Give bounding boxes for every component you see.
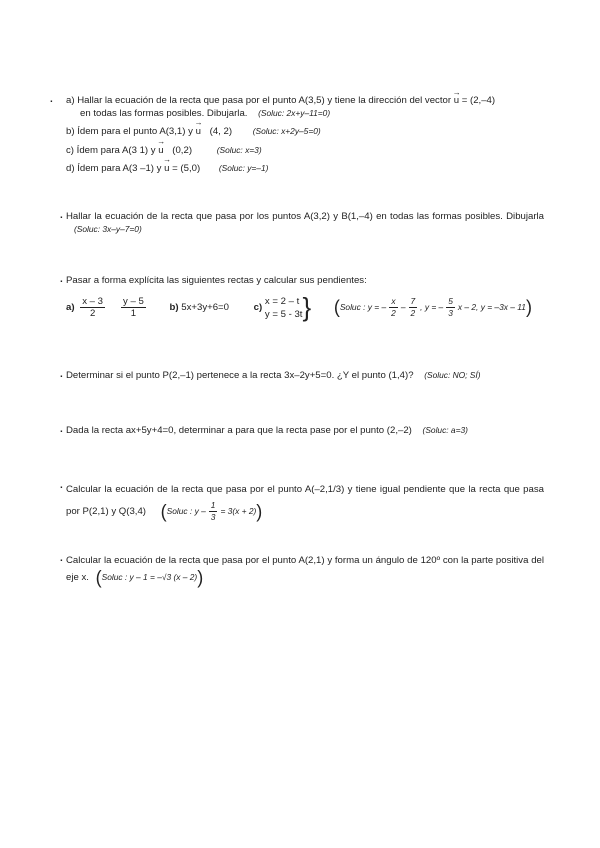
problem-text: Calcular la ecuación de la recta que pasa por el punto A(–2,1/3) y tiene igual pendiente que la recta que pasa por P(2,1) y Q(3,4) — [66, 484, 544, 518]
bullet: . — [50, 94, 53, 105]
problem-2 — [66, 210, 544, 236]
problem-1b — [66, 126, 321, 137]
bullet: . — [60, 210, 63, 221]
problem-text: Calcular la ecuación de la recta que pasa por el punto A(2,1) y forma un ángulo de 120º con la parte positiva del eje x. — [66, 555, 544, 583]
vector-u: → u — [454, 94, 459, 107]
item-label: a) — [66, 95, 75, 106]
param-line-1: x = 2 – t — [264, 295, 300, 307]
solution-3: (Soluc : y = – $\frac{x}{2}$ – $\frac{7}{2}$ , y = – $\frac{5}{3}$ x – 2, y = –3x – 11) — [333, 296, 532, 318]
equation: 5x+3y+6=0 — [181, 302, 229, 314]
numerator: x — [389, 296, 398, 308]
problem-5 — [66, 424, 554, 437]
numerator: x – 3 — [82, 296, 104, 307]
denominator: 2 — [89, 308, 96, 319]
item-label: c) — [253, 302, 263, 314]
problem-text: en todas las formas posibles. Dibujarla. — [80, 108, 248, 119]
vector-value: (0,2) — [172, 145, 193, 156]
solution: (Soluc: a=3) — [422, 425, 468, 435]
numerator: 5 — [448, 296, 453, 306]
solution: (Soluc: 2x+y–11=0) — [258, 108, 331, 118]
brace-icon: } — [302, 292, 312, 322]
solution: Soluc : y – 1 = –√3 (x – 2) — [101, 572, 198, 582]
denominator: 2 — [391, 308, 396, 318]
fraction — [80, 296, 105, 319]
problem-1 — [66, 94, 546, 120]
problem-text: Ídem para A(3 1) y — [76, 145, 156, 156]
vector-value: (4, 2) — [209, 126, 233, 137]
problem-text: Hallar la ecuación de la recta que pasa por el punto A(3,5) y tiene la dirección del vector — [77, 95, 452, 106]
solution: (Soluc: y=–1) — [218, 163, 269, 173]
problem-text: Pasar a forma explícita las siguientes rectas y calcular sus pendientes: — [66, 275, 367, 286]
vector-u: → u — [158, 145, 163, 156]
vector-value: = (2,–4) — [461, 95, 496, 106]
parametric-system — [265, 295, 303, 321]
solution-part: , y = – — [420, 302, 444, 313]
problem-1d — [66, 163, 268, 174]
problem-text: Dada la recta ax+5y+4=0, determinar a para que la recta pase por el punto (2,–2) — [66, 425, 412, 436]
bullet: . — [60, 480, 63, 491]
vector-u: → u — [196, 126, 201, 137]
problem-1a — [66, 94, 546, 107]
solution-part: – — [400, 302, 406, 313]
problem-7 — [66, 553, 544, 586]
fraction — [121, 296, 146, 319]
item-label: c) — [66, 145, 74, 156]
numerator: 7 — [410, 296, 416, 306]
problem-3-items — [66, 292, 556, 323]
denominator: 3 — [210, 512, 216, 522]
solution-7: (Soluc : y – 1 = –√3 (x – 2)) — [95, 567, 204, 588]
solution: Soluc : y = – — [339, 302, 387, 313]
vector-u: → u — [164, 163, 169, 174]
problem-6 — [66, 480, 544, 523]
solution: (Soluc: x=3) — [216, 145, 262, 155]
solution: Soluc : y – — [166, 506, 206, 517]
bullet: . — [60, 369, 63, 380]
problem-text: Ídem para A(3 –1) y — [77, 163, 162, 174]
problem-text: Determinar si el punto P(2,–1) pertenece a la recta 3x–2y+5=0. ¿Y el punto (1,4)? — [66, 370, 414, 381]
denominator: 2 — [410, 308, 416, 318]
bullet: . — [60, 424, 63, 435]
item-label: a) — [66, 302, 75, 314]
numerator: y – 5 — [123, 296, 144, 307]
problem-text: Ídem para el punto A(3,1) y — [77, 126, 193, 137]
item-label: b) — [66, 126, 75, 137]
problem-text: Hallar la ecuación de la recta que pasa por los puntos A(3,2) y B(1,–4) en todas las formas posibles. Dibujarla — [66, 211, 544, 222]
problem-3 — [66, 274, 554, 287]
item-label: d) — [66, 163, 75, 174]
numerator: 1 — [210, 500, 216, 510]
solution-6: (Soluc : y – $\frac{1}{3}$ = 3(x + 2)) — [160, 500, 263, 522]
item-label: b) — [169, 302, 179, 314]
solution: (Soluc: 3x–y–7=0) — [74, 224, 142, 234]
denominator: 1 — [130, 308, 137, 319]
param-line-2: y = 5 - 3t — [264, 308, 303, 320]
problem-1a-cont — [66, 107, 546, 120]
vector-value: = (5,0) — [172, 163, 201, 174]
bullet: . — [60, 274, 63, 285]
solution-part: = 3(x + 2) — [220, 506, 257, 517]
solution-part: x – 2, y = –3x – 11 — [457, 302, 526, 313]
denominator: 3 — [448, 308, 453, 318]
bullet: . — [60, 553, 63, 564]
problem-4 — [66, 369, 554, 382]
solution: (Soluc: x+2y–5=0) — [252, 126, 321, 136]
solution: (Soluc: NO; SÍ) — [424, 370, 481, 380]
